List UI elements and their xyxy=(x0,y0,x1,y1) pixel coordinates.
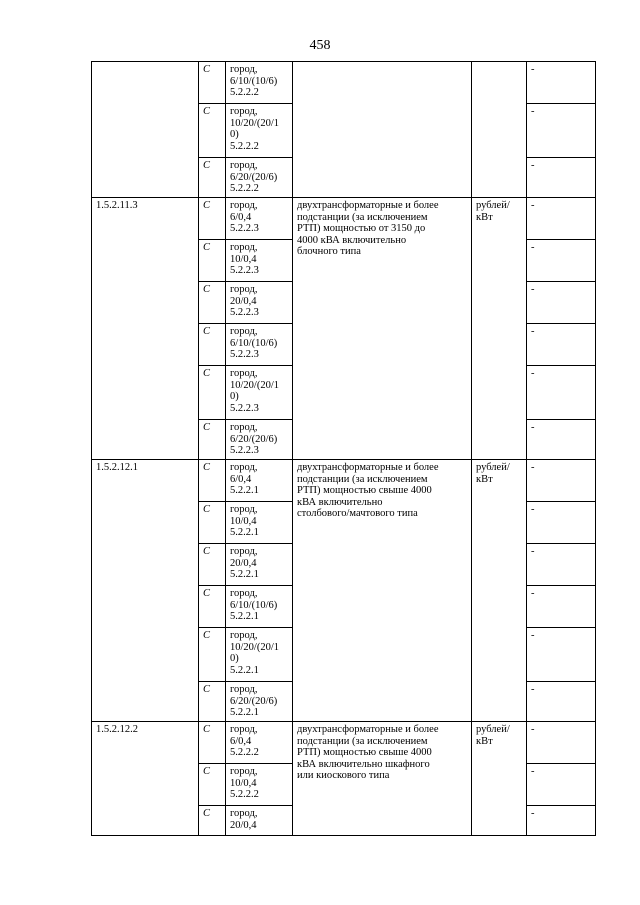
item-code: 1.5.2.12.2 xyxy=(92,722,199,836)
value-cell: - xyxy=(527,282,596,324)
territory-cell: город, 6/10/(10/6) 5.2.2.2 xyxy=(226,62,293,104)
value-cell: - xyxy=(527,628,596,682)
value-cell: - xyxy=(527,420,596,460)
value-cell: - xyxy=(527,722,596,764)
territory-cell: город, 10/0,4 5.2.2.1 xyxy=(226,502,293,544)
category-cell: С xyxy=(199,366,226,420)
table-row xyxy=(92,198,596,240)
territory-cell: город, 20/0,4 5.2.2.1 xyxy=(226,544,293,586)
description-cell: двухтрансформаторные и более подстанции (за исключением РТП) мощностью свыше 4000 кВА включительно столбового/мачтового типа xyxy=(293,460,472,722)
category-cell: С xyxy=(199,502,226,544)
tariff-table xyxy=(91,61,596,836)
table-row xyxy=(92,722,596,764)
territory-cell: город, 6/20/(20/6) 5.2.2.1 xyxy=(226,682,293,722)
territory-cell: город, 6/0,4 5.2.2.1 xyxy=(226,460,293,502)
value-cell: - xyxy=(527,366,596,420)
territory-cell: город, 10/20/(20/1 0) 5.2.2.2 xyxy=(226,104,293,158)
table-row xyxy=(92,62,596,104)
item-code: 1.5.2.11.3 xyxy=(92,198,199,460)
description-cell xyxy=(293,62,472,198)
value-cell: - xyxy=(527,62,596,104)
description-cell: двухтрансформаторные и более подстанции (за исключением РТП) мощностью свыше 4000 кВА включительно шкафного или киоскового типа xyxy=(293,722,472,836)
category-cell: С xyxy=(199,240,226,282)
value-cell: - xyxy=(527,104,596,158)
category-cell: С xyxy=(199,198,226,240)
territory-cell: город, 20/0,4 xyxy=(226,806,293,836)
territory-cell: город, 6/0,4 5.2.2.2 xyxy=(226,722,293,764)
category-cell: С xyxy=(199,586,226,628)
category-cell: С xyxy=(199,460,226,502)
category-cell: С xyxy=(199,722,226,764)
value-cell: - xyxy=(527,324,596,366)
territory-cell: город, 6/0,4 5.2.2.3 xyxy=(226,198,293,240)
category-cell: С xyxy=(199,682,226,722)
territory-cell: город, 10/0,4 5.2.2.3 xyxy=(226,240,293,282)
unit-cell: рублей/ кВт xyxy=(472,460,527,722)
territory-cell: город, 10/0,4 5.2.2.2 xyxy=(226,764,293,806)
unit-cell xyxy=(472,62,527,198)
description-cell: двухтрансформаторные и более подстанции (за исключением РТП) мощностью от 3150 до 4000 кВА включительно блочного типа xyxy=(293,198,472,460)
category-cell: С xyxy=(199,806,226,836)
table-body xyxy=(92,62,596,836)
category-cell: С xyxy=(199,158,226,198)
category-cell: С xyxy=(199,282,226,324)
value-cell: - xyxy=(527,158,596,198)
value-cell: - xyxy=(527,806,596,836)
territory-cell: город, 6/20/(20/6) 5.2.2.3 xyxy=(226,420,293,460)
territory-cell: город, 20/0,4 5.2.2.3 xyxy=(226,282,293,324)
value-cell: - xyxy=(527,240,596,282)
value-cell: - xyxy=(527,198,596,240)
category-cell: С xyxy=(199,544,226,586)
item-code xyxy=(92,62,199,198)
item-code: 1.5.2.12.1 xyxy=(92,460,199,722)
territory-cell: город, 10/20/(20/1 0) 5.2.2.1 xyxy=(226,628,293,682)
category-cell: С xyxy=(199,628,226,682)
territory-cell: город, 6/10/(10/6) 5.2.2.3 xyxy=(226,324,293,366)
table-row xyxy=(92,460,596,502)
unit-cell: рублей/ кВт xyxy=(472,722,527,836)
value-cell: - xyxy=(527,502,596,544)
value-cell: - xyxy=(527,544,596,586)
value-cell: - xyxy=(527,586,596,628)
territory-cell: город, 6/20/(20/6) 5.2.2.2 xyxy=(226,158,293,198)
category-cell: С xyxy=(199,764,226,806)
category-cell: С xyxy=(199,62,226,104)
territory-cell: город, 10/20/(20/1 0) 5.2.2.3 xyxy=(226,366,293,420)
unit-cell: рублей/ кВт xyxy=(472,198,527,460)
territory-cell: город, 6/10/(10/6) 5.2.2.1 xyxy=(226,586,293,628)
value-cell: - xyxy=(527,764,596,806)
value-cell: - xyxy=(527,682,596,722)
category-cell: С xyxy=(199,420,226,460)
value-cell: - xyxy=(527,460,596,502)
category-cell: С xyxy=(199,324,226,366)
page-number: 458 xyxy=(309,38,331,53)
category-cell: С xyxy=(199,104,226,158)
